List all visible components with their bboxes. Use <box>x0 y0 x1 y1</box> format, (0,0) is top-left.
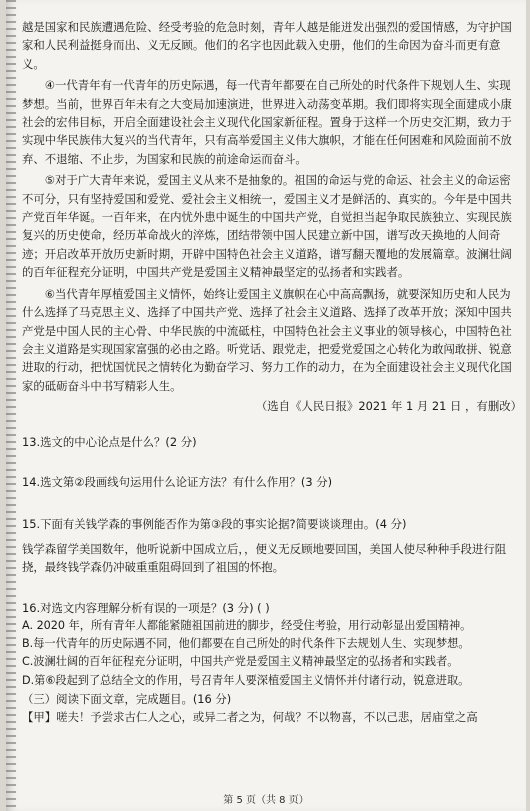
paragraph-5: ⑤对于广大青年来说，爱国主义从来不是抽象的。祖国的命运与党的命运、社会主义的命运密不可分，只有坚持爱国和爱党、爱社会主义相统一，爱国主义才是鲜活的、真实的。今年是中国共产党百年华诞。一百年来，在内忧外患中诞生的中国共产党，自觉担当起争取民族独立、实现民族复兴的历史使命，经历革命战火的淬炼，团结带领中国人民建立新中国，谱写改天换地的人间奇迹；开启改革开放历史新时期，开辟中国特色社会主义道路，谱写翻天覆地的发展篇章。波澜壮阔的百年征程充分证明，中国共产党是爱国主义精神最坚定的弘扬者和实践者。 <box>22 173 512 280</box>
option-c: C.波澜壮阔的百年征程充分证明，中国共产党是爱国主义精神最坚定的弘扬者和实践者。 <box>22 655 459 669</box>
exam-content <box>22 18 522 727</box>
section-3-heading: （三）阅读下面文章，完成题目。(16 分) <box>22 691 232 706</box>
page-number: 第 5 页（共 8 页） <box>223 795 309 806</box>
classical-text-first-line: 【甲】嗟夫！予尝求古仁人之心，或异二者之为，何哉？不以物喜，不以己悲，居庙堂之高 <box>22 710 478 725</box>
paragraph-continuation: 越是国家和民族遭遇危险、经受考验的危急时刻，青年人越是能迸发出强烈的爱国情感，为守护国家和人民利益挺身而出、义无反顾。他们的名字也因此载入史册，他们的生命因为奋斗而更有意义。 <box>22 20 512 71</box>
article-source: （选自《人民日报》2021 年 1 月 21 日 ，有删改） <box>255 399 522 414</box>
question-14: 14.选文第②段画线句运用什么论证方法？有什么作用？(3 分) <box>22 474 333 489</box>
pencil-mark <box>228 772 298 784</box>
question-15-material: 钱学森留学美国数年，他听说新中国成立后，，便义无反顾地要回国，美国人使尽种种手段进行阻挠，最终钱学森仍冲破重重阻碍回到了祖国的怀抱。 <box>22 541 507 575</box>
binding-edge <box>6 0 16 811</box>
paragraph-6: ⑥当代青年厚植爱国主义情怀，始终让爱国主义旗帜在心中高高飘扬，就要深知历史和人民为什么选择了马克思主义、选择了中国共产党、选择了社会主义道路、选择了改革开放；深知中国共产党是中国人民的主心骨、中华民族的中流砥柱，中国特色社会主义事业的领导核心，中国特色社会主义道路是实现国家富强的必由之路。听党话、跟党走，把爱党爱国之心转化为敢闯敢拼、锐意进取的行动，把忧国忧民之情转化为勤奋学习、努力工作的动力，在为全面建设社会主义现代化国家的砥砺奋斗中书写精彩人生。 <box>22 286 512 393</box>
option-b: B.每一代青年的历史际遇不同，他们都要在自己所处的时代条件下去规划人生、实现梦想。 <box>22 637 470 651</box>
exam-page <box>6 0 526 811</box>
question-16: 16.对选文内容理解分析有误的一项是？(3 分) ( ) <box>22 600 270 615</box>
option-d: D.第⑥段起到了总结全文的作用，号召青年人要深植爱国主义情怀并付诸行动，锐意进取。 <box>22 673 470 687</box>
option-a: A. 2020 年，所有青年人都能紧随祖国前进的脚步，经受住考验，用行动彰显出爱国精神。 <box>22 618 472 632</box>
question-13: 13.选文的中心论点是什么？(2 分) <box>22 434 197 449</box>
question-15: 15.下面有关钱学森的事例能否作为第③段的事实论据?简要谈谈理由。(4 分) <box>22 517 407 532</box>
paragraph-4: ④一代青年有一代青年的历史际遇，每一代青年都要在自己所处的时代条件下规划人生、实现梦想。当前，世界百年未有之大变局加速演进，世界进入动荡变革期。我们即将实现全面建成小康社会的宏伟目标，开启全面建设社会主义现代化国家新征程。置身于这样一个历史交汇期，致力于实现中华民族伟大复兴的当代青年，只有高举爱国主义伟大旗帜，才能在任何困难和风险面前不放弃、不退缩、不止步，为国家和民族的前途命运而奋斗。 <box>22 78 512 166</box>
